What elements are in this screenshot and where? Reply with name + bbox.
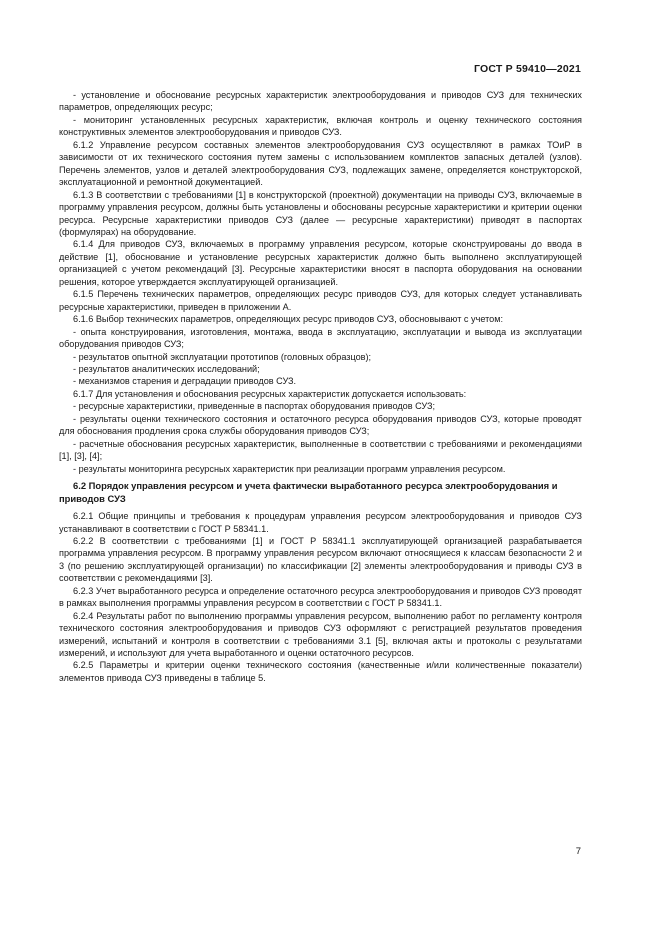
list-item: - ресурсные характеристики, приведенные в паспортах оборудования приводов СУЗ;: [73, 401, 436, 412]
clause-6-1-6: 6.1.6 Выбор технических параметров, определяющих ресурс приводов СУЗ, обосновывают с учетом:: [73, 314, 504, 325]
clause-6-2-1: 6.2.1 Общие принципы и требования к процедурам управления ресурсом электрооборудования и приводов СУЗ устанавливают в соответствии с ГОСТ Р 58341.1.: [59, 511, 582, 534]
list-item: - опыта конструирования, изготовления, монтажа, ввода в эксплуатацию, эксплуатации и вывода из эксплуатации оборудования приводов СУЗ;: [59, 326, 582, 350]
list-item: - результаты оценки технического состояния и остаточного ресурса оборудования приводов СУЗ, которые проводят для обоснования продления срока службы оборудования приводов СУЗ;: [59, 413, 582, 437]
list-item: - установление и обоснование ресурсных характеристик электрооборудования и приводов СУЗ для технических параметров, определяющих ресурс;: [59, 90, 582, 113]
clause-6-1-4: 6.1.4 Для приводов СУЗ, включаемых в программу управления ресурсом, которые сконструированы до ввода в действие [1], обоснование и установление ресурсных характеристик должно быть выполнено эксплуатирующей организацией с учетом рекомендаций [3]. Ресурсные характеристики вносят в паспорта оборудования на основании решения, которое утверждается эксплуатирующей организацией.: [59, 239, 582, 287]
list-item: - результаты мониторинга ресурсных характеристик при реализации программ управления ресурсом.: [73, 463, 506, 474]
section-heading: 6.2 Порядок управления ресурсом и учета фактически выработанного ресурса электрооборудования и приводов СУЗ: [59, 480, 558, 504]
list-item: - результатов опытной эксплуатации прототипов (головных образцов);: [73, 351, 372, 362]
clause-6-1-7: 6.1.7 Для установления и обоснования ресурсных характеристик допускается использовать:: [73, 388, 467, 399]
document-body: [59, 89, 582, 684]
list-item: - расчетные обоснования ресурсных характеристик, выполненные в соответствии с требованиями и рекомендациями [1], [3], [4];: [59, 438, 582, 462]
list-item: - мониторинг установленных ресурсных характеристик, включая контроль и оценку технического состояния конструктивных элементов электрооборудования и приводов СУЗ.: [59, 114, 582, 138]
list-item: - механизмов старения и деградации приводов СУЗ.: [73, 376, 297, 387]
standard-header: ГОСТ Р 59410—2021: [473, 63, 581, 75]
clause-6-2-2: 6.2.2 В соответствии с требованиями [1] и ГОСТ Р 58341.1 эксплуатирующей организацией разрабатывается программа управления ресурсом. В программу управления ресурсом включают относящиеся к классам безопасности 2 и 3 (по решению эксплуатирующей организации) по классификации [2] элементы электрооборудования и приводы СУЗ в соответствии с рекомендациями [3].: [59, 535, 582, 584]
clause-6-1-2: 6.1.2 Управление ресурсом составных элементов электрооборудования СУЗ осуществляют в рамках ТОиР в зависимости от их технического состояния путем замены с использованием комплектов запасных деталей (узлов). Перечень элементов, узлов и деталей электрооборудования СУЗ, подлежащих замене, определяется конструкторской, эксплуатационной и ремонтной документацией.: [59, 139, 582, 188]
clause-6-1-5: 6.1.5 Перечень технических параметров, определяющих ресурс приводов СУЗ, для которых следует устанавливать ресурсные характеристики, приведен в приложении А.: [59, 289, 582, 312]
clause-6-2-5: 6.2.5 Параметры и критерии оценки технического состояния (качественные и/или количественные показатели) элементов привода СУЗ приведены в таблице 5.: [59, 660, 582, 683]
list-item: - результатов аналитических исследований;: [73, 363, 260, 374]
clause-6-2-4: 6.2.4 Результаты работ по выполнению программы управления ресурсом, выполнению работ по регламенту контроля технического состояния электрооборудования и приводов СУЗ оформляют с регистрацией результатов проведения измерений, испытаний и контроля в соответствии с требованиями 3.1 [5], включая акты и протоколы с результатами измерений, и используют для учета выработанного и оценки остаточного ресурсов.: [59, 610, 582, 659]
clause-6-1-3: 6.1.3 В соответствии с требованиями [1] в конструкторской (проектной) документации на приводы СУЗ, включаемые в программу управления ресурсом, должны быть установлены и обоснованы ресурсные характеристики и критерии оценки ресурса. Ресурсные характеристики приводов СУЗ (далее — ресурсные характеристики) приводят в паспортах (формулярах) на оборудование.: [59, 189, 582, 237]
clause-6-2-3: 6.2.3 Учет выработанного ресурса и определение остаточного ресурса электрооборудования и приводов СУЗ проводят в рамках выполнения программы управления ресурсом в соответствии с ГОСТ Р 58341.1.: [59, 585, 582, 609]
page-number: 7: [575, 846, 581, 857]
